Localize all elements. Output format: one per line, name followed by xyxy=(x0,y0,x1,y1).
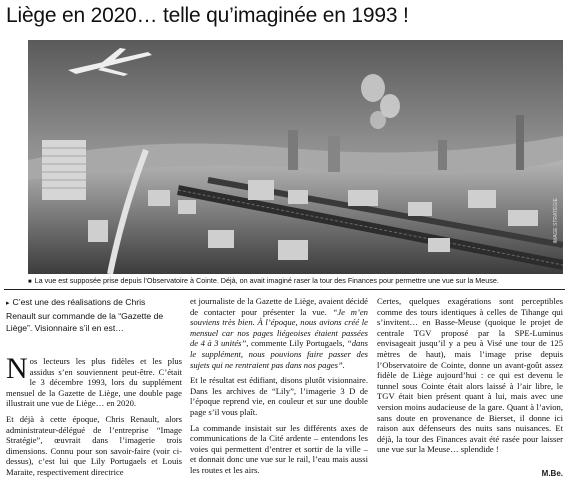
column2-paragraph-2: Et le résultat est édifiant, disons plutôt visionnaire. Dans les archives de “Lily”, l’imagerie 3 D de l’époque reprend vie, en couleur et sur une double page s’il vous plaît. xyxy=(190,375,368,417)
column2-paragraph-3: La commande insistait sur les différents axes de communications de la Cité ardente – entendons les voies qui permettent d’entrer et sortir de la ville – et donnait donc une vue sur le rail, l’eau mais aussi les routes et les airs. xyxy=(190,422,368,475)
column2-quote-2: “dans le supplément, nous pouvions faire passer des sujets qui ne rentraient pas dans nos pages”. xyxy=(190,338,368,370)
column1-paragraph-2: Et déjà à cette époque, Chris Renault, alors administrateur-délégué de l’entreprise “Image Stratégie”, œuvrait dans l’imagerie trois dimensions. Connu pour son savoir-faire (voir ci-dessus), c’est lui que Lily Portugaels et Louis Maraite, respectivement directrice xyxy=(6,413,182,477)
column3-paragraph-1: Certes, quelques exagérations sont perceptibles comme des tours identiques à celles de Tihange qui s’invitent… en Basse-Meuse (quoique le projet de centrale TGV proposé par la SPE-Luminus envisageait jusqu’il y a peu à Visé une tour de 125 mètres de haut), mais l’image prise depuis l’Observatoire de Cointe, donne un avant-goût assez fidèle de Liège aujourd’hui : ce qui est devenu le tunnel sous Cointe était alors laissé à l’air libre, le TGV était bien présent quant à lui, mais avec une version moins audacieuse de la gare. Quant à l’avion, sans doute en provenance de Bierset, il donne ici raison aux défenseurs des nuits sans nuisances. Et déjà, la tour des Finances avait été rasée pour laisser une vue sur la Meuse… splendide ! xyxy=(377,296,563,455)
city-illustration xyxy=(28,40,563,274)
intro-deck xyxy=(6,296,182,334)
intro-line-2: Renault sur commande de la “Gazette de xyxy=(6,311,164,321)
photo-credit: IMAGE STRATÉGIE xyxy=(553,198,559,244)
author-signature: M.Be. xyxy=(541,469,563,478)
photo-caption xyxy=(28,276,563,287)
square-bullet-icon: ■ xyxy=(28,279,32,285)
city-rendering-photo xyxy=(28,40,563,274)
photo-caption-text: La vue est supposée prise depuis l’Observatoire à Cointe. Déjà, on avait imaginé raser la tour des Finances pour permettre une vue sur la Meuse. xyxy=(34,276,499,285)
column2-p1c: commente Lily Portugaels, xyxy=(250,338,345,349)
column2-quote-1: “Je m’en souviens très bien. À l’époque, nous avions créé le mensuel car nos pages liégeoises étaient passées de 4 à 3 unités”, xyxy=(190,306,368,349)
intro-line-1: C’est une des réalisations de Chris xyxy=(12,297,146,307)
column2-p1a: et journaliste de la Gazette de Liège, avaient décidé de contacter pour présenter la vue. xyxy=(190,296,368,317)
article-column-1 xyxy=(6,352,182,483)
article-column-2 xyxy=(190,296,368,481)
column1-paragraph-1: os lecteurs les plus fidèles et les plus assidus s’en souviennent peut-être. C’était le 3 décembre 1993, lors du supplément mensuel de la Gazette de Liège, une double page illustrait une vue de Liège… en 2020. xyxy=(6,356,182,409)
intro-line-3: Liège”. Visionnaire s’il en est… xyxy=(6,323,124,333)
headline: Liège en 2020… telle qu’imaginée en 1993 ! xyxy=(6,4,409,27)
article-column-3 xyxy=(377,296,563,460)
triangle-bullet-icon: ▸ xyxy=(6,300,10,307)
drop-cap: N xyxy=(6,352,28,385)
divider xyxy=(4,289,565,290)
